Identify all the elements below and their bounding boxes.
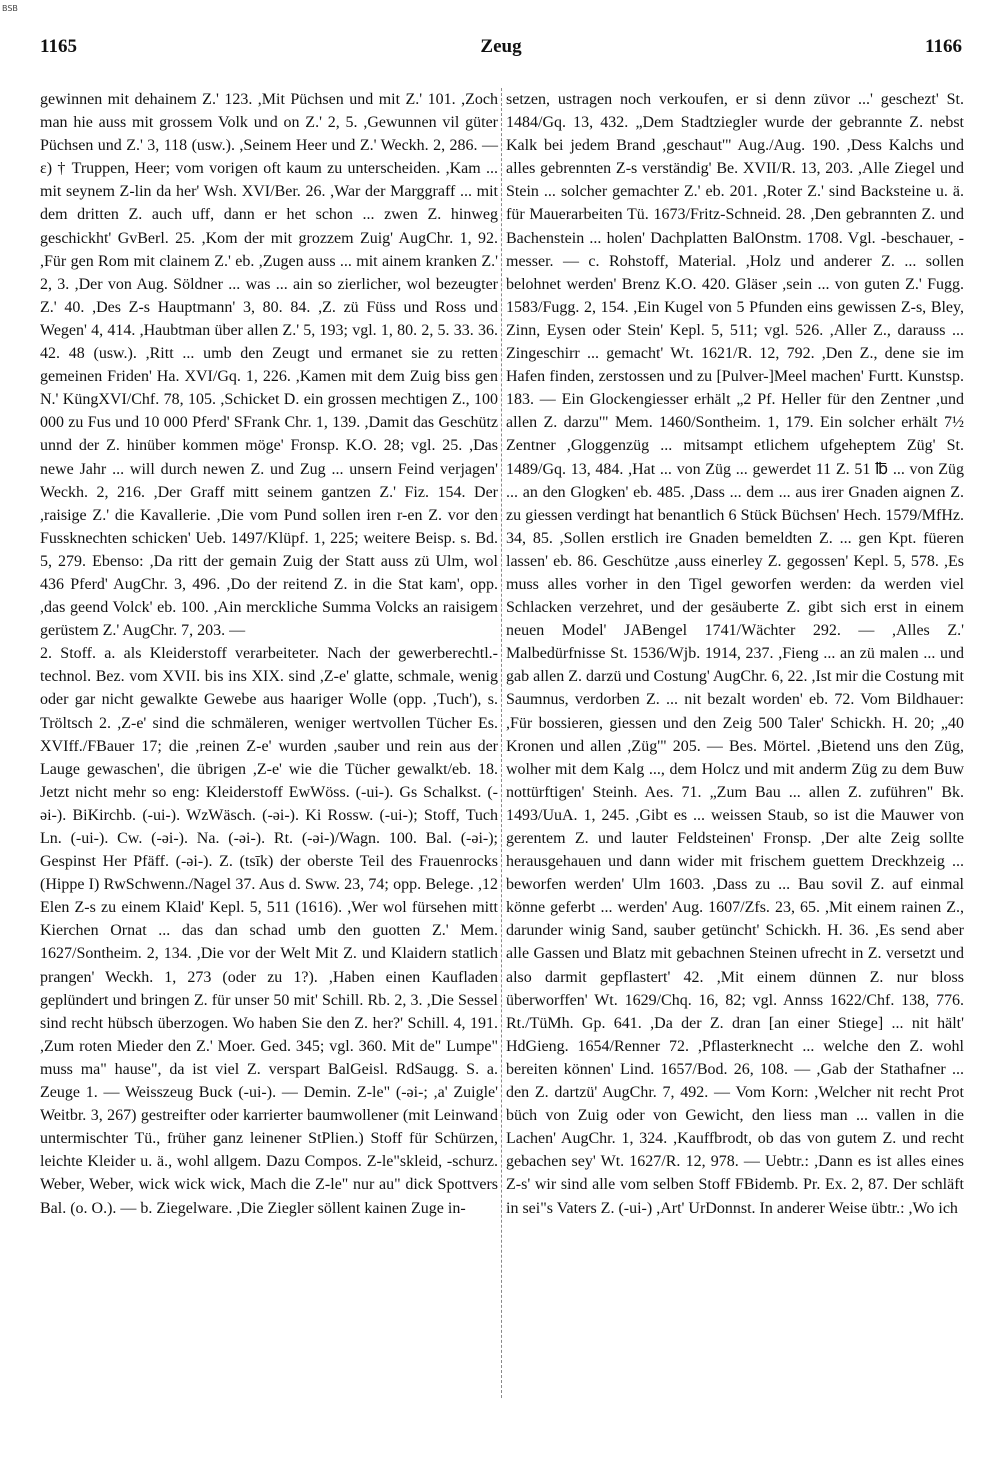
page-number-left: 1165 (40, 36, 77, 57)
running-headword: Zeug (480, 36, 522, 57)
page-header (40, 36, 962, 64)
right-paragraph-1: setzen, ustragen noch verkoufen, er si denn züvor ...' geschezt' St. 1484/Gq. 13, 432. „Dem Stadtziegler wurde der gebrannte Z. nebst Kalk bei jedem Brand ,geschaut'" Aug./Aug. 190. ,Dess Kalchs und alles gebrennten Z-s verständig' Be. XVII/R. 13, 203. ,Alle Ziegel und Stein ... solcher gemachter Z.' eb. 201. ,Roter Z.' sind Backsteine u. ä. für Mauerarbeiten Tü. 1673/Fritz-Schneid. 28. ,Den gebrannten Z. und Bachenstein ... holen' Dachplatten BalOnstm. 1708. Vgl. -beschauer, -messer. — c. Rohstoff, Material. ,Holz und anderer Z. ... sollen belohnet werden' Brenz K.O. 420. Gläser ,sein ... von guten Z.' Fugg. 1583/Fugg. 2, 154. ,Ein Kugel von 5 Pfunden eins gewissen Z-s, Bley, Zinn, Eysen oder Stein' Kepl. 5, 511; vgl. 526. ,Aller Z., darauss ... Zingeschirr ... gemacht' Wt. 1621/R. 12, 792. ,Den Z., dene sie im Hafen finden, zerstossen und zu [Pulver-]Meel machen' Furtt. Kunstsp. 183. — Ein Glockengiesser erhält „2 Pf. Heller für den Zentner ,und allen Z. darzu'" Mem. 1460/Sontheim. 1, 179. Ein solcher erhält 7½ Zentner ,Gloggenzüg ... mitsampt etlichem ufgeheptem Züg' St. 1489/Gq. 13, 484. ,Hat ... von Züg ... gewerdet 11 Z. 51 ℔ ... von Züg ... an den Glogken' eb. 485. ,Dass ... dem ... aus irer Gnaden aignen Z. zu giessen verdingt hat benantlich 6 Stück Büchsen' Hech. 1579/MfHz. 34, 85. ,Sollen erstlich ire Gnaden bemeldten Z. ... gen Kpt. füeren lassen' eb. 86. Geschütze ,auss einerley Z. gegossen' Kepl. 5, 578. ,Es muss alles vorher in den Tigel geworfen werden: da werden viel Schlacken verzehret, und der gesäuberte Z. gibt sich erst in einem neuen Model' JABengel 1741/Wächter 292. — ,Alles Z.' Malbedürfnisse St. 1536/Wjb. 1914, 237. ,Fieng ... an zü malen ... und gab allen Z. darzü und Costung' AugChr. 6, 22. ,Ist mir die Costung mit Saumnus, verdorben Z. ... nit bezalt worden' eb. 72. Vom Bildhauer: ,Für bossieren, giessen und den Zeig 500 Taler' Schickh. H. 20; „40 Kronen und allen ,Züg'" 205. — Bes. Mörtel. ,Bietend uns den Züg, wolher mit dem Kalg ..., dem Holcz und mit anderm Züg zu dem Buw nottürftigen' Steinh. Aes. 71. „Zum Bau ... allen Z. zuführen" Bk. 1493/UuA. 1, 245. ,Gibt es ... weissen Staub, so ist die Mauwer von gerentem Z. und lauter Feldsteinen' Fronsp. ,Der alte Zeig sollte herausgehauen und dann wider mit frischem guettem Dreckhzeig ... beworfen werden' Ulm 1603. ,Dass zu ... Bau sovil Z. auf einmal könne geferbt ... werden' Aug. 1607/Zfs. 23, 65. ,Mit einem rainen Z., darunder winig Sand, sauber getüncht' Schickh. H. 36. ,Es send aber alle Gassen und Blatz mit gebachnen Steinen ufrecht in Z. versetzt und also darmit gepflastert' 42. ,Mit einem dünnen Z. nur bloss überworffen' Wt. 1629/Chq. 16, 82; vgl. Annss 1622/Chf. 138, 776. Rt./TüMh. Gp. 641. ,Da der Z. dran [an einer Stiege] ... nit hält' HdGieng. 1654/Renner 72. ,Pflasterknecht ... welche den Z. wohl bereiten können' Lind. 1657/Bod. 26, 108. — ,Gab der Stathafner ... den Z. dartzü' AugChr. 7, 492. — Vom Korn: ,Welcher nit recht Prot büch von Zuig oder von Gewicht, den liess man ... vallen in die Lachen' AugChr. 1, 324. ,Kauffbrodt, ob das von gutem Z. und recht gebachen sey' Wt. 1627/R. 12, 978. — Uebtr.: ,Dann es ist alles eines Z-s' wir sind alle vom selben Stoff FBidemb. Pr. Ex. 2, 87. Der schläft in sei"s Vaters Z. (-ui-) ,Art' UrDonnst. In anderer Weise übtr.: ,Wo ich (506, 91, 964, 1217)
column-left (40, 88, 498, 1220)
left-paragraph-2: 2. Stoff. a. als Kleiderstoff verarbeiteter. Nach der gewerberechtl.-technol. Bez. vom XVII. bis ins XIX. sind ,Z-e' glatte, schmale, wenig oder gar nicht gewalkte Gewebe aus haariger Wolle (opp. ,Tuch'), s. Tröltsch 2. ,Z-e' sind die schmäleren, weniger wertvollen Tücher Es. XVIff./FBauer 17; die ,reinen Z-e' wurden ,sauber und rein aus der Lauge gewaschen', die übrigen ,Z-e' wie die Tücher gewalkt/eb. 18. Jetzt nicht mehr so eng: Kleiderstoff EwWöss. (-ui-). Gs Schalkst. (-əi-). BiKirchb. (-ui-). WzWäsch. (-əi-). Ki Rossw. (-ui-); Stoff, Tuch Ln. (-ui-). Cw. (-əi-). Na. (-əi-). Rt. (-əi-)/Wagn. 100. Bal. (-əi-); Gespinst Her Pfäff. (-əi-). Z. (tsīk) der oberste Teil des Frauenrocks (Hippe I) RwSchwenn./Nagel 37. Aus d. Sww. 23, 74; opp. Belege. ,12 Elen Z-s zu einem Klaid' Kepl. 5, 511 (1616). ,Wer wol fürsehen mitt Kierchen Ornat ... das dan schad umb den guotten Z.' Mem. 1627/Sontheim. 2, 134. ,Die vor der Welt Mit Z. und Klaidern statlich prangen' Weckh. 1, 273 (oder zu 1?). ,Haben einen Kaufladen geplündert und bringen Z. für unser 50 mit' Schill. Rb. 2, 3. ,Die Sessel sind recht hübsch überzogen. Wo haben Sie den Z. her?' Schill. 4, 191. ,Zum roten Mieder den Z.' Moer. Ged. 345; vgl. 360. Mit de" Lumpe" muss ma" hause", da ist viel Z. verspart BalGeisl. RdSaugg. S. a. Zeuge 1. — Weisszeug Buck (-ui-). — Demin. Z-le" (-əi-; ,a' Zuigle' Weitbr. 3, 267) gestreifter oder karrierter baumwollener (mit Leinwand untermischter Tü., früher ganz leinener StPlien.) Stoff für Schürzen, leichte Kleider u. ä., wohl allgem. Dazu Compos. Z-le"skleid, -schurz. Weber, Weber, wick wick wick, Mach die Z-le" nur au" dick Spottvers Bal. (o. O.). — b. Ziegelware. ,Die Ziegler söllent kainen Zuge in- (40, 645, 498, 1217)
page-number-right: 1166 (925, 36, 962, 57)
left-paragraph-1: gewinnen mit dehainem Z.' 123. ,Mit Püchsen und mit Z.' 101. ,Zoch man hie auss mit grossem Volk und on Z.' 2, 5. ,Gewunnen vil güter Püchsen und Z.' 3, 118 (usw.). ,Seinem Heer und Z.' Weckh. 2, 286. — ε) † Truppen, Heer; vom vorigen oft kaum zu unterscheiden. ,Kam ... mit seynem Z-lin da her' Wsh. XVI/Ber. 26. ,War der Marggraff ... mit dem dritten Z. auch uff, dann er het schon ... zwen Z. hinweg geschickht' GvBerl. 25. ,Kom der mit grozzem Zuig' AugChr. 1, 92. ,Für gen Rom mit clainem Z.' eb. ,Zugen auss ... mit ainem kranken Z.' 2, 3. ,Der von Aug. Söldner ... was ... ain so zierlicher, wol bezeugter Z.' 40. ,Des Z-s Hauptmann' 3, 80. 84. ,Z. zü Füss und Ross und Wegen' 4, 414. ,Haubtman über allen Z.' 5, 193; vgl. 1, 80. 2, 5. 33. 36. 42. 48 (usw.). ,Ritt ... umb den Zeugt und ermanet sie zu retten gemeinen Friden' Ha. XVI/Gq. 1, 226. ,Kamen mit dem Zuig biss gen N.' KüngXVI/Chf. 78, 105. ,Schicket D. ein grossen mechtigen Z., 100 000 zu Fus und 10 000 Pferd' SFrank Chr. 1, 139. ,Damit das Geschütz unnd der Z. hinüber kommen möge' Fronsp. K.O. 28; vgl. 25. ,Das newe Jahr ... will durch newen Z. und Zug ... unsern Feind verjagen' Weckh. 2, 216. ,Der Graff mitt seinem gantzen Z.' Fiz. 154. Der ,raisige Z.' die Kavallerie. ,Die vom Pund sollen iren r-en Z. vor den Fussknechten schicken' Ueb. 1497/Klüpf. 1, 225; weitere Beisp. s. Bd. 5, 279. Ebenso: ,Da ritt der gemain Zuig der Statt auss zü Ulm, wol 436 Pferd' AugChr. 3, 496. ,Do der reitend Z. in die Stat kam', opp. ,das geend Volck' eb. 100. ,Ain merckliche Summa Volcks an raisigem gerüstem Z.' AugChr. 7, 203. — (40, 91, 498, 640)
column-divider (501, 88, 502, 1398)
library-stamp: BSB (2, 4, 18, 13)
column-right (506, 88, 964, 1220)
